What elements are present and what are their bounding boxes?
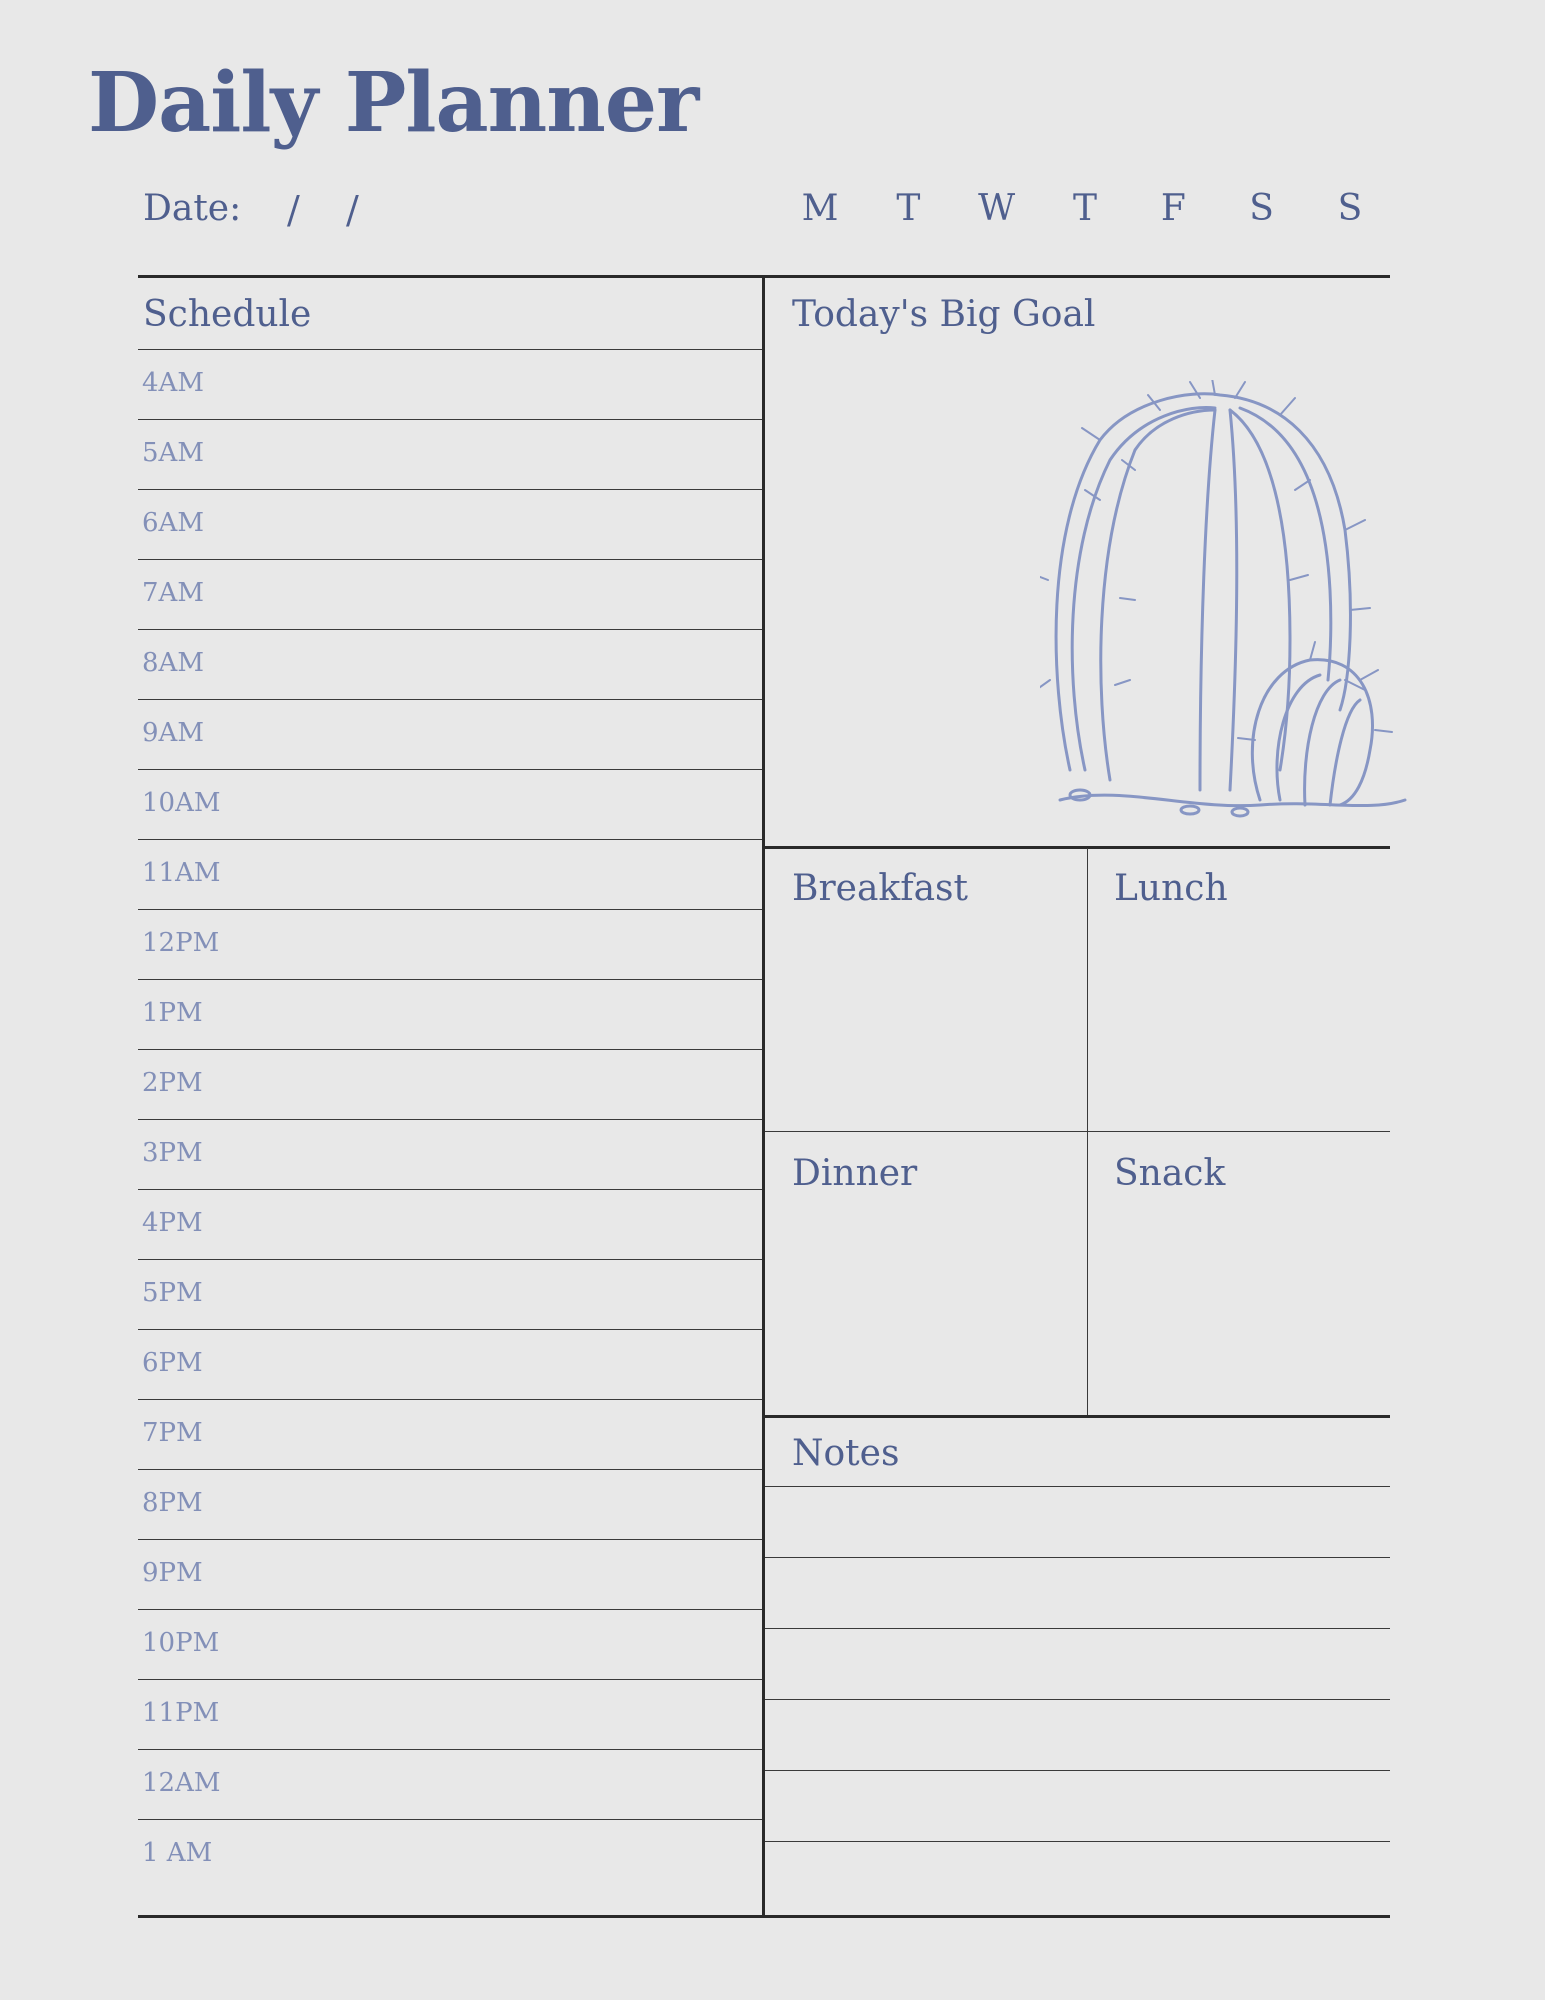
slot-time-label: 2PM: [142, 1068, 203, 1098]
schedule-slot[interactable]: [138, 1329, 762, 1399]
slot-time-label: 1 AM: [142, 1838, 213, 1868]
dinner-header: Dinner: [792, 1153, 918, 1194]
note-line[interactable]: [765, 1486, 1390, 1557]
weekday-saturday[interactable]: S: [1249, 188, 1274, 229]
schedule-slot[interactable]: [138, 629, 762, 699]
slot-time-label: 4PM: [142, 1208, 203, 1238]
cactus-icon: [1040, 380, 1410, 830]
slot-time-label: 10AM: [142, 788, 221, 818]
schedule-slot[interactable]: [138, 1189, 762, 1259]
page-title: Daily Planner: [88, 55, 699, 151]
weekday-friday[interactable]: F: [1160, 188, 1186, 229]
date-slash-2: /: [346, 188, 359, 232]
date-slash-1: /: [287, 188, 300, 232]
weekday-tuesday[interactable]: T: [896, 188, 921, 229]
schedule-list: [138, 349, 762, 1889]
note-line[interactable]: [765, 1557, 1390, 1628]
schedule-slot[interactable]: [138, 559, 762, 629]
slot-time-label: 11AM: [142, 858, 221, 888]
notes-area: [765, 1486, 1390, 1912]
lunch-header: Lunch: [1114, 868, 1228, 909]
schedule-slot[interactable]: [138, 489, 762, 559]
schedule-slot[interactable]: [138, 839, 762, 909]
schedule-slot[interactable]: [138, 1609, 762, 1679]
schedule-slot[interactable]: [138, 1119, 762, 1189]
schedule-slot[interactable]: [138, 979, 762, 1049]
meals-bottom-divider: [762, 1415, 1390, 1418]
slot-time-label: 5PM: [142, 1278, 203, 1308]
notes-header: Notes: [792, 1433, 900, 1474]
weekday-sunday[interactable]: S: [1337, 188, 1363, 229]
slot-time-label: 7PM: [142, 1418, 203, 1448]
breakfast-header: Breakfast: [792, 868, 968, 909]
slot-time-label: 8AM: [142, 648, 204, 678]
schedule-slot[interactable]: [138, 1469, 762, 1539]
schedule-slot[interactable]: [138, 1049, 762, 1119]
schedule-slot[interactable]: [138, 1399, 762, 1469]
note-line[interactable]: [765, 1770, 1390, 1841]
slot-time-label: 11PM: [142, 1698, 220, 1728]
schedule-slot[interactable]: [138, 699, 762, 769]
slot-time-label: 8PM: [142, 1488, 203, 1518]
slot-time-label: 9AM: [142, 718, 204, 748]
note-line[interactable]: [765, 1841, 1390, 1912]
weekday-monday[interactable]: M: [801, 188, 839, 229]
big-goal-divider: [762, 846, 1390, 849]
schedule-slot[interactable]: [138, 1539, 762, 1609]
weekday-wednesday[interactable]: W: [978, 188, 1016, 229]
schedule-slot[interactable]: [138, 1259, 762, 1329]
snack-header: Snack: [1114, 1153, 1226, 1194]
weekday-selector: [800, 188, 1370, 229]
slot-time-label: 5AM: [142, 438, 204, 468]
meals-row-divider: [765, 1131, 1390, 1132]
schedule-slot[interactable]: [138, 419, 762, 489]
schedule-slot[interactable]: [138, 1749, 762, 1819]
slot-time-label: 1PM: [142, 998, 203, 1028]
slot-time-label: 4AM: [142, 368, 204, 398]
slot-time-label: 10PM: [142, 1628, 220, 1658]
slot-time-label: 7AM: [142, 578, 204, 608]
schedule-slot[interactable]: [138, 1819, 762, 1889]
note-line[interactable]: [765, 1699, 1390, 1770]
slot-time-label: 6PM: [142, 1348, 203, 1378]
slot-time-label: 3PM: [142, 1138, 203, 1168]
slot-time-label: 6AM: [142, 508, 204, 538]
schedule-slot[interactable]: [138, 909, 762, 979]
schedule-header: Schedule: [143, 294, 312, 335]
note-line[interactable]: [765, 1628, 1390, 1699]
meals-divider: [1087, 848, 1088, 1418]
date-label: Date:: [143, 188, 242, 229]
schedule-slot[interactable]: [138, 769, 762, 839]
slot-time-label: 12AM: [142, 1768, 221, 1798]
weekday-thursday[interactable]: T: [1072, 188, 1097, 229]
slot-time-label: 12PM: [142, 928, 220, 958]
slot-time-label: 9PM: [142, 1558, 203, 1588]
schedule-slot[interactable]: [138, 349, 762, 419]
big-goal-header: Today's Big Goal: [792, 294, 1096, 335]
schedule-slot[interactable]: [138, 1679, 762, 1749]
